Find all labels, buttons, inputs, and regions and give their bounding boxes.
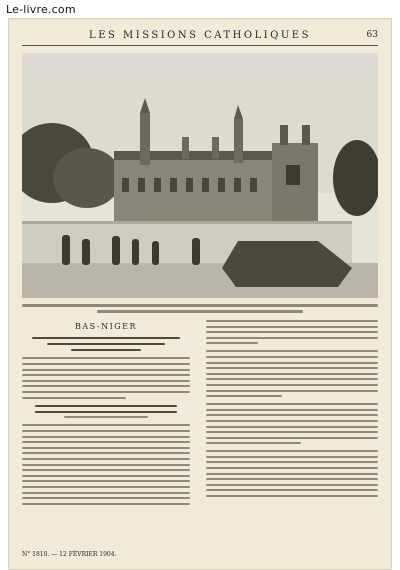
issue-footer: N° 1810. — 12 FÉVRIER 1904. bbox=[22, 551, 117, 558]
page-number: 63 bbox=[366, 30, 378, 40]
section-heading: BAS-NIGER bbox=[74, 322, 138, 331]
mosque-photograph bbox=[22, 53, 378, 298]
article-column-right bbox=[206, 320, 378, 501]
scanned-page bbox=[8, 18, 392, 570]
running-head-title: LES MISSIONS CATHOLIQUES bbox=[89, 30, 311, 41]
photo-caption bbox=[22, 304, 378, 316]
article-column-left bbox=[22, 320, 190, 508]
header-rule bbox=[22, 45, 378, 46]
watermark-text: Le-livre.com bbox=[6, 3, 76, 16]
